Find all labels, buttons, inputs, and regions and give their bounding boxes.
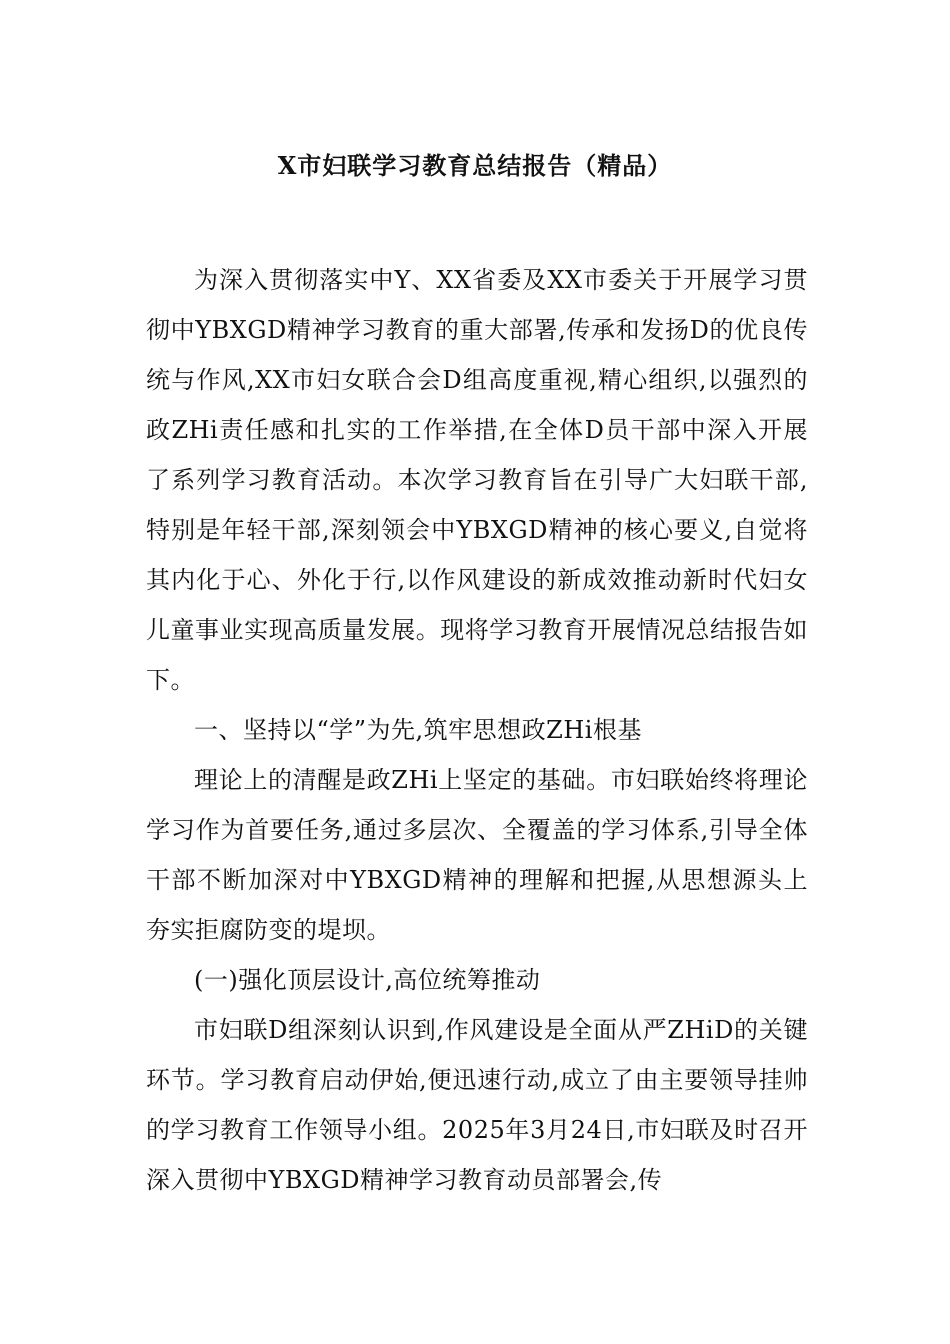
subsection-heading-1: (一)强化顶层设计,高位统筹推动: [194, 966, 541, 994]
subsection-1-paragraph: 市妇联D组深刻认识到,作风建设是全面从严ZHiD的关键环节。学习教育启动伊始,便迅速行动,成立了由主要领导挂帅的学习教育工作领导小组。2025年3月24日,市妇联及时召开深入贯彻中YBXGD精神学习教育动员部署会,传: [146, 1016, 808, 1194]
document-title: X市妇联学习教育总结报告（精品）: [277, 151, 673, 180]
section-1-paragraph: 理论上的清醒是政ZHi上坚定的基础。市妇联始终将理论学习作为首要任务,通过多层次、全覆盖的学习体系,引导全体干部不断加深对中YBXGD精神的理解和把握,从思想源头上夯实拒腐防变的堤坝。: [146, 766, 808, 944]
document-body: [146, 255, 808, 1205]
intro-paragraph: 为深入贯彻落实中Y、XX省委及XX市委关于开展学习贯彻中YBXGD精神学习教育的重大部署,传承和发扬D的优良传统与作风,XX市妇女联合会D组高度重视,精心组织,以强烈的政ZHi责任感和扎实的工作举措,在全体D员干部中深入开展了系列学习教育活动。本次学习教育旨在引导广大妇联干部,特别是年轻干部,深刻领会中YBXGD精神的核心要义,自觉将其内化于心、外化于行,以作风建设的新成效推动新时代妇女儿童事业实现高质量发展。现将学习教育开展情况总结报告如下。: [146, 266, 808, 694]
section-heading-1: 一、坚持以“学”为先,筑牢思想政ZHi根基: [194, 716, 642, 744]
